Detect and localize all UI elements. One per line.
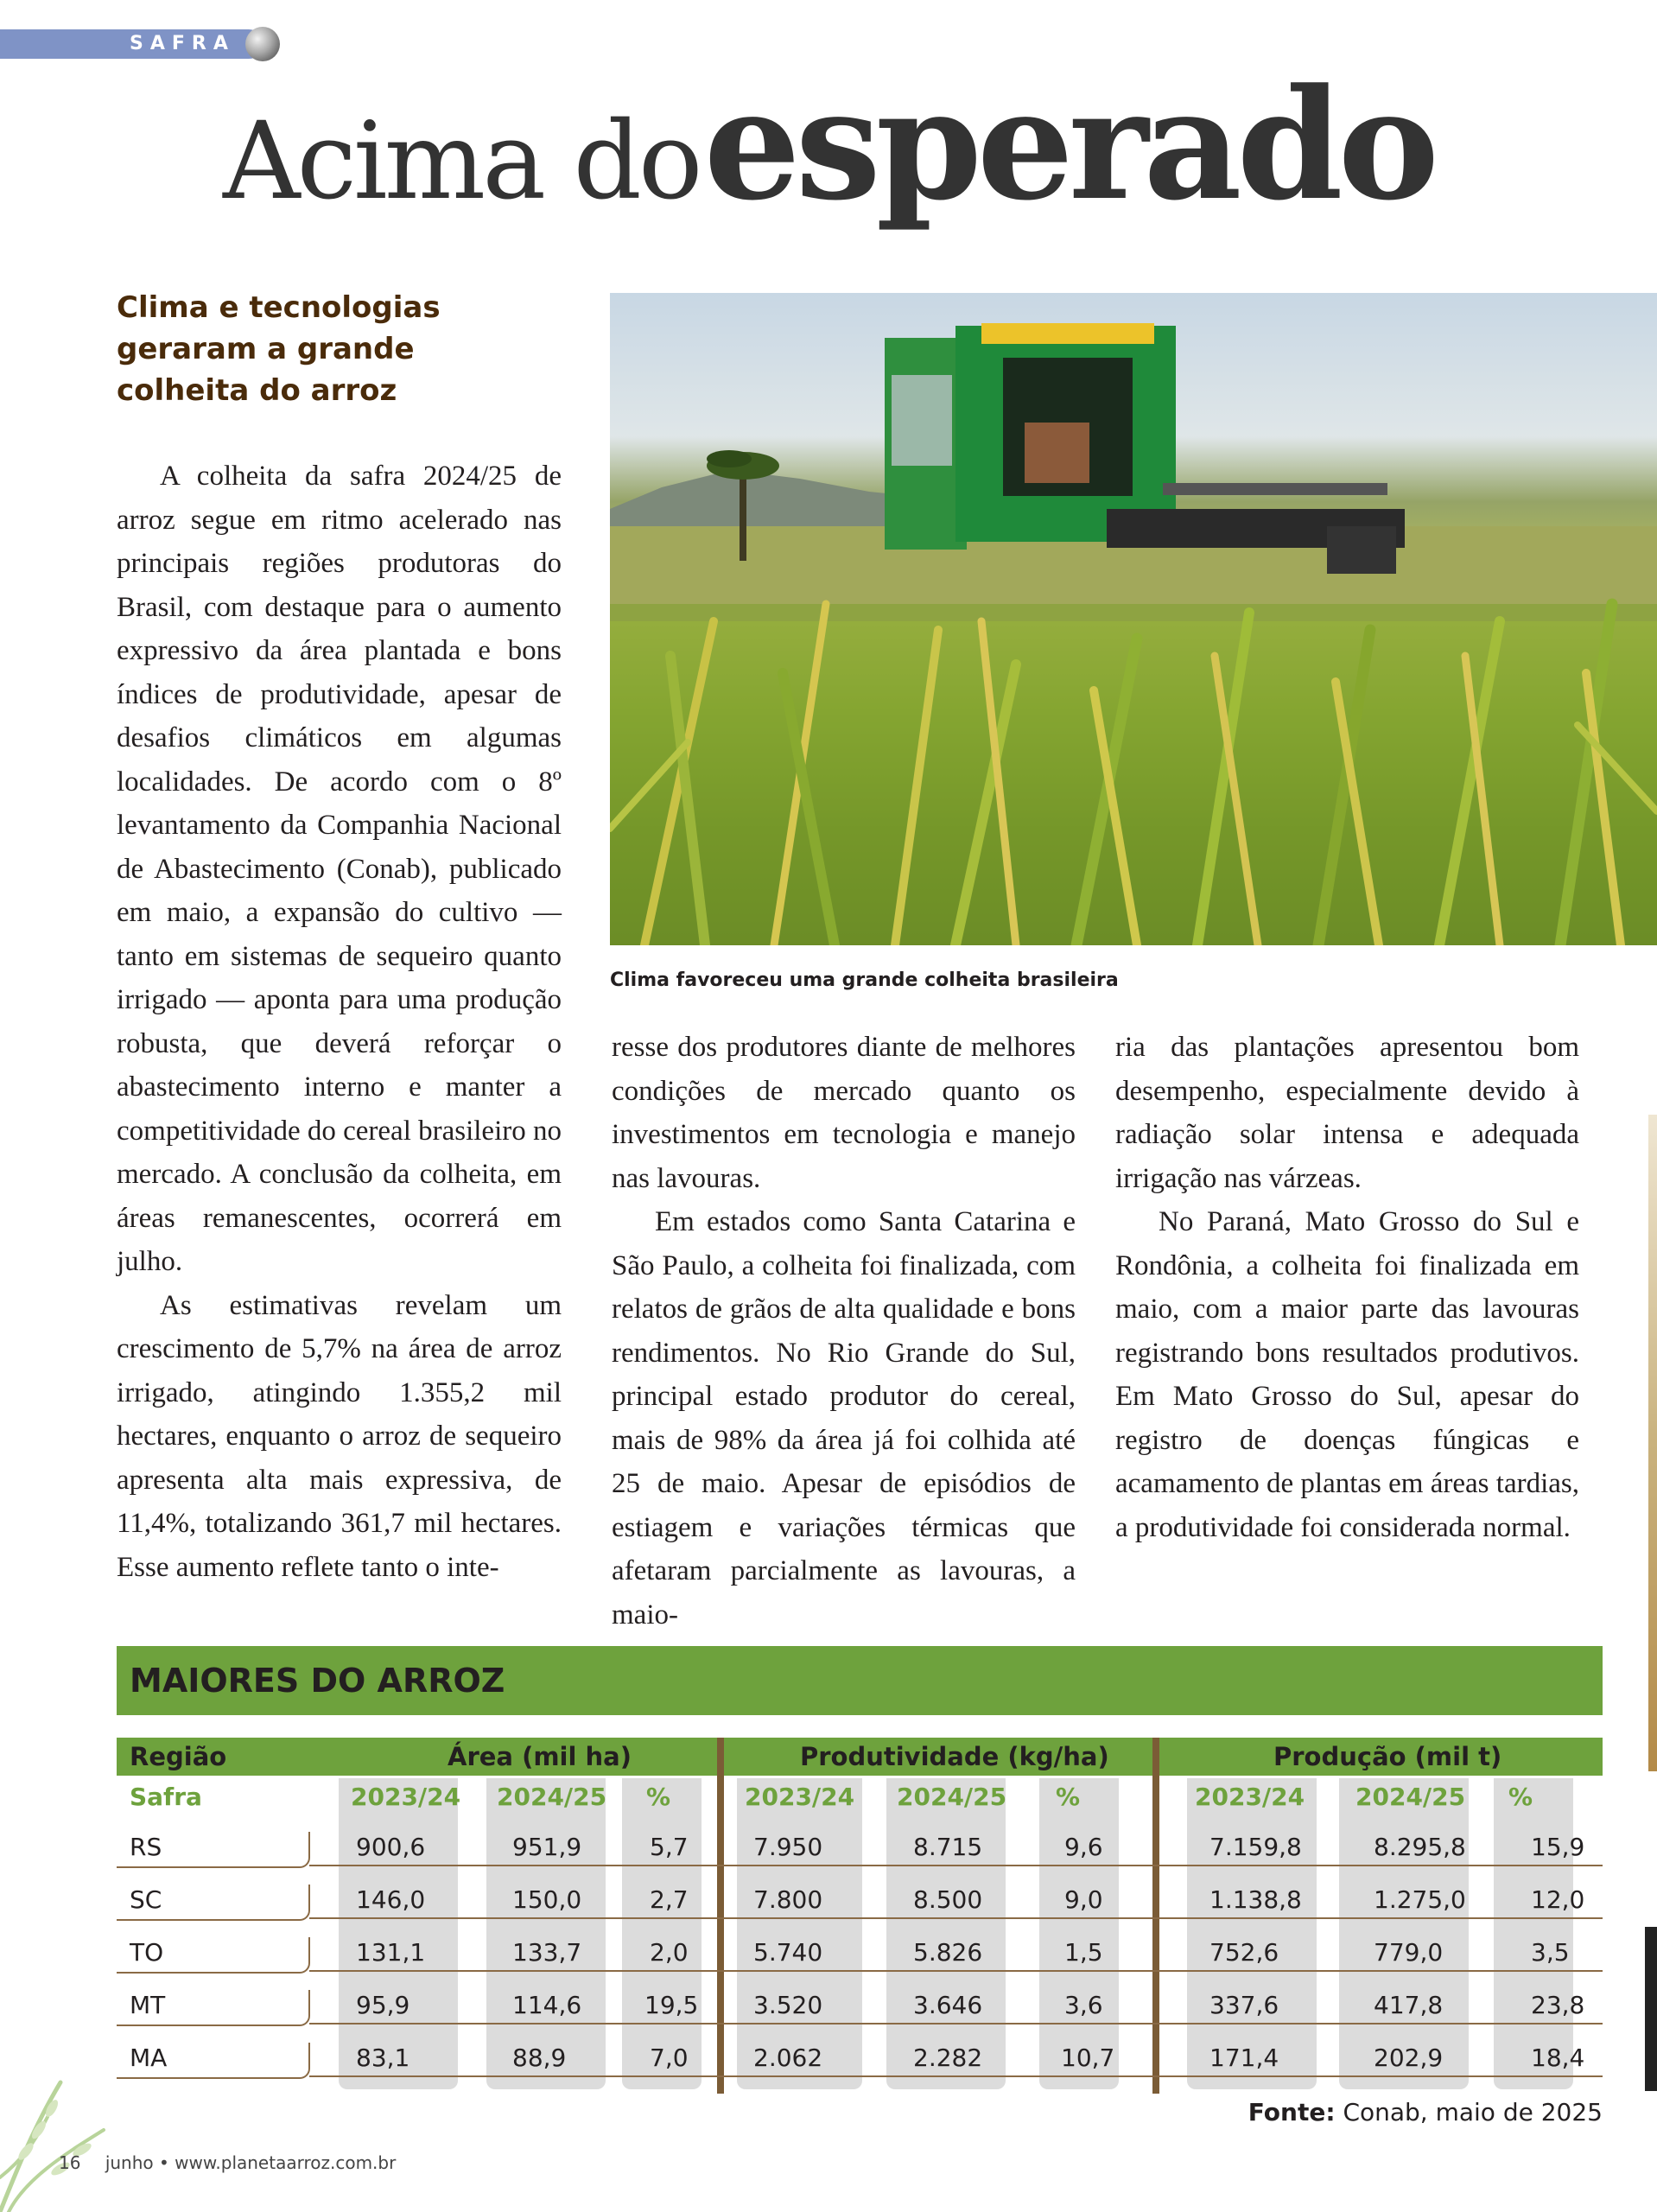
paragraph: resse dos produtores diante de melhores condições de mercado quanto os investimentos em tecnologia e manejo nas lavouras. (612, 1032, 1076, 1194)
cell-producao-2024-25: 779,0 (1374, 1938, 1444, 1967)
row-region: MT (130, 1991, 166, 2019)
cell-producao-2023-24: 171,4 (1209, 2044, 1279, 2072)
cell-prod-2024-25: 3.646 (913, 1991, 983, 2019)
page-number: 16 (59, 2152, 81, 2173)
cell-area-percent: 19,5 (644, 1991, 699, 2019)
row-region: SC (130, 1885, 162, 1914)
source-label: Fonte: (1248, 2098, 1336, 2126)
cell-producao-percent: 23,8 (1531, 1991, 1585, 2019)
row-region: TO (130, 1938, 164, 1967)
combine-harvester-icon (885, 323, 1405, 574)
cell-prod-2024-25: 8.500 (913, 1885, 983, 1914)
year-header: 2024/25 (897, 1783, 1007, 1811)
adjacent-page-edge (1648, 1115, 1657, 1771)
row-divider (309, 2023, 1603, 2024)
row-divider (309, 1865, 1603, 1866)
group-header-area: Área (mil ha) (448, 1742, 632, 1771)
cell-area-2023-24: 146,0 (356, 1885, 426, 1914)
year-header: % (1508, 1783, 1533, 1811)
footer-issue: junho (105, 2152, 154, 2173)
paragraph: ria das plantações apresentou bom desempenho, especialmente devido à radiação solar intensa e adequada irrigação nas várzeas. (1115, 1032, 1579, 1194)
paragraph: No Paraná, Mato Grosso do Sul e Rondônia, a colheita foi finalizada em maio, com a maior parte das lavouras registrando bons resultados produtivos. Em Mato Grosso do Sul, apesar do registro de doenças fúngicas e acamamento de plantas em áreas tardias, a produtividade foi considerada normal. (1115, 1206, 1579, 1543)
row-region: RS (130, 1833, 162, 1861)
year-header: 2023/24 (1195, 1783, 1305, 1811)
cell-area-percent: 2,7 (650, 1885, 689, 1914)
cell-area-percent: 2,0 (650, 1938, 689, 1967)
paragraph: As estimativas revelam um crescimento de 5,7% na área de arroz irrigado, atingindo 1.355,2 mil hectares, enquanto o arroz de sequeiro apresenta alta mais expressiva, de 11,4%, totalizando 361,7 mil hectares. Esse aumento reflete tanto o inte- (117, 1289, 562, 1583)
cell-producao-2024-25: 8.295,8 (1374, 1833, 1466, 1861)
cell-area-2023-24: 95,9 (356, 1991, 410, 2019)
row-divider (309, 1970, 1603, 1972)
footer-website: www.planetaarroz.com.br (175, 2152, 397, 2173)
adjacent-page-edge (1645, 1927, 1657, 2091)
cell-prod-2023-24: 5.740 (753, 1938, 823, 1967)
cell-area-2024-25: 133,7 (512, 1938, 582, 1967)
cell-prod-2024-25: 8.715 (913, 1833, 983, 1861)
cell-prod-2023-24: 2.062 (753, 2044, 823, 2072)
cell-producao-percent: 18,4 (1531, 2044, 1585, 2072)
cell-prod-2024-25: 2.282 (913, 2044, 983, 2072)
cell-producao-percent: 12,0 (1531, 1885, 1585, 1914)
photo-caption: Clima favoreceu uma grande colheita brasileira (610, 969, 1119, 991)
year-header: % (646, 1783, 671, 1811)
year-header: 2024/25 (1355, 1783, 1466, 1811)
cell-producao-2024-25: 1.275,0 (1374, 1885, 1466, 1914)
row-divider (309, 1917, 1603, 1919)
cell-area-percent: 5,7 (650, 1833, 689, 1861)
cell-producao-2023-24: 1.138,8 (1209, 1885, 1302, 1914)
cell-prod-percent: 9,0 (1064, 1885, 1103, 1914)
cell-prod-percent: 1,5 (1064, 1938, 1103, 1967)
cell-producao-2023-24: 337,6 (1209, 1991, 1279, 2019)
season-header: Safra (130, 1783, 202, 1811)
cell-prod-2023-24: 7.950 (753, 1833, 823, 1861)
cell-prod-2024-25: 5.826 (913, 1938, 983, 1967)
cell-producao-2023-24: 7.159,8 (1209, 1833, 1302, 1861)
cell-area-2024-25: 150,0 (512, 1885, 582, 1914)
paragraph: Em estados como Santa Catarina e São Paulo, a colheita foi finalizada, com relatos de grãos de alta qualidade e bons rendimentos. No Rio Grande do Sul, principal estado produtor do cereal, mais de 98% da área já foi colhida até 25 de maio. Apesar de episódios de estiagem e variações térmicas que afetaram parcialmente as lavouras, a maio- (612, 1206, 1076, 1630)
section-label: SAFRA (130, 33, 235, 54)
article-column-2 (612, 1026, 1076, 1637)
source-text: Conab, maio de 2025 (1343, 2098, 1603, 2126)
cell-prod-2023-24: 7.800 (753, 1885, 823, 1914)
cell-area-2024-25: 88,9 (512, 2044, 567, 2072)
footer-separator: • (159, 2152, 169, 2173)
title-bold: esperado (703, 55, 1435, 234)
page-title (0, 55, 1657, 234)
row-region: MA (130, 2044, 168, 2072)
cell-producao-percent: 3,5 (1531, 1938, 1570, 1967)
group-separator (1152, 1738, 1159, 2094)
subheadline: Clima e tecnologias geraram a grande colheita do arroz (117, 290, 441, 408)
table-title: MAIORES DO ARROZ (130, 1662, 505, 1700)
cell-area-percent: 7,0 (650, 2044, 689, 2072)
cell-producao-2024-25: 417,8 (1374, 1991, 1444, 2019)
cell-producao-percent: 15,9 (1531, 1833, 1585, 1861)
row-divider (309, 2075, 1603, 2077)
region-header: Região (130, 1742, 227, 1771)
cell-prod-percent: 9,6 (1064, 1833, 1103, 1861)
cell-area-2024-25: 114,6 (512, 1991, 582, 2019)
year-header: 2023/24 (745, 1783, 855, 1811)
title-light: Acima do (222, 99, 700, 224)
rice-stalk-decoration-icon (0, 2048, 130, 2212)
cell-area-2023-24: 131,1 (356, 1938, 426, 1967)
cell-prod-percent: 10,7 (1061, 2044, 1115, 2072)
cell-area-2023-24: 900,6 (356, 1833, 426, 1861)
year-header: % (1056, 1783, 1081, 1811)
harvest-photo (610, 293, 1657, 945)
article-column-1 (117, 454, 562, 1589)
table-source (1248, 2095, 1603, 2130)
group-header-produtividade: Produtividade (kg/ha) (800, 1742, 1109, 1771)
rice-field-illustration (610, 293, 1657, 945)
paragraph: A colheita da safra 2024/25 de arroz segue em ritmo acelerado nas principais regiões produtoras do Brasil, com destaque para o aumento expressivo da área plantada e bons índices de produtividade, apesar de desafios climáticos em algumas localidades. De acordo com o 8º levantamento da Companhia Nacional de Abastecimento (Conab), publicado em maio, a expansão do cultivo — tanto em sistemas de sequeiro quanto irrigado — aponta para uma produção robusta, que deverá reforçar o abastecimento interno e manter a competitividade do cereal brasileiro no mercado. A conclusão da colheita, em áreas remanescentes, ocorrerá em julho. (117, 461, 562, 1277)
year-header: 2023/24 (351, 1783, 461, 1811)
cell-producao-2023-24: 752,6 (1209, 1938, 1279, 1967)
article-column-3 (1115, 1026, 1579, 1549)
cell-prod-percent: 3,6 (1064, 1991, 1103, 2019)
group-separator (717, 1738, 724, 2094)
cell-producao-2024-25: 202,9 (1374, 2044, 1444, 2072)
group-header-producao: Produção (mil t) (1273, 1742, 1502, 1771)
cell-area-2023-24: 83,1 (356, 2044, 410, 2072)
page-footer (59, 2150, 396, 2176)
section-sphere-icon (245, 27, 280, 61)
year-header: 2024/25 (497, 1783, 607, 1811)
cell-area-2024-25: 951,9 (512, 1833, 582, 1861)
cell-prod-2023-24: 3.520 (753, 1991, 823, 2019)
